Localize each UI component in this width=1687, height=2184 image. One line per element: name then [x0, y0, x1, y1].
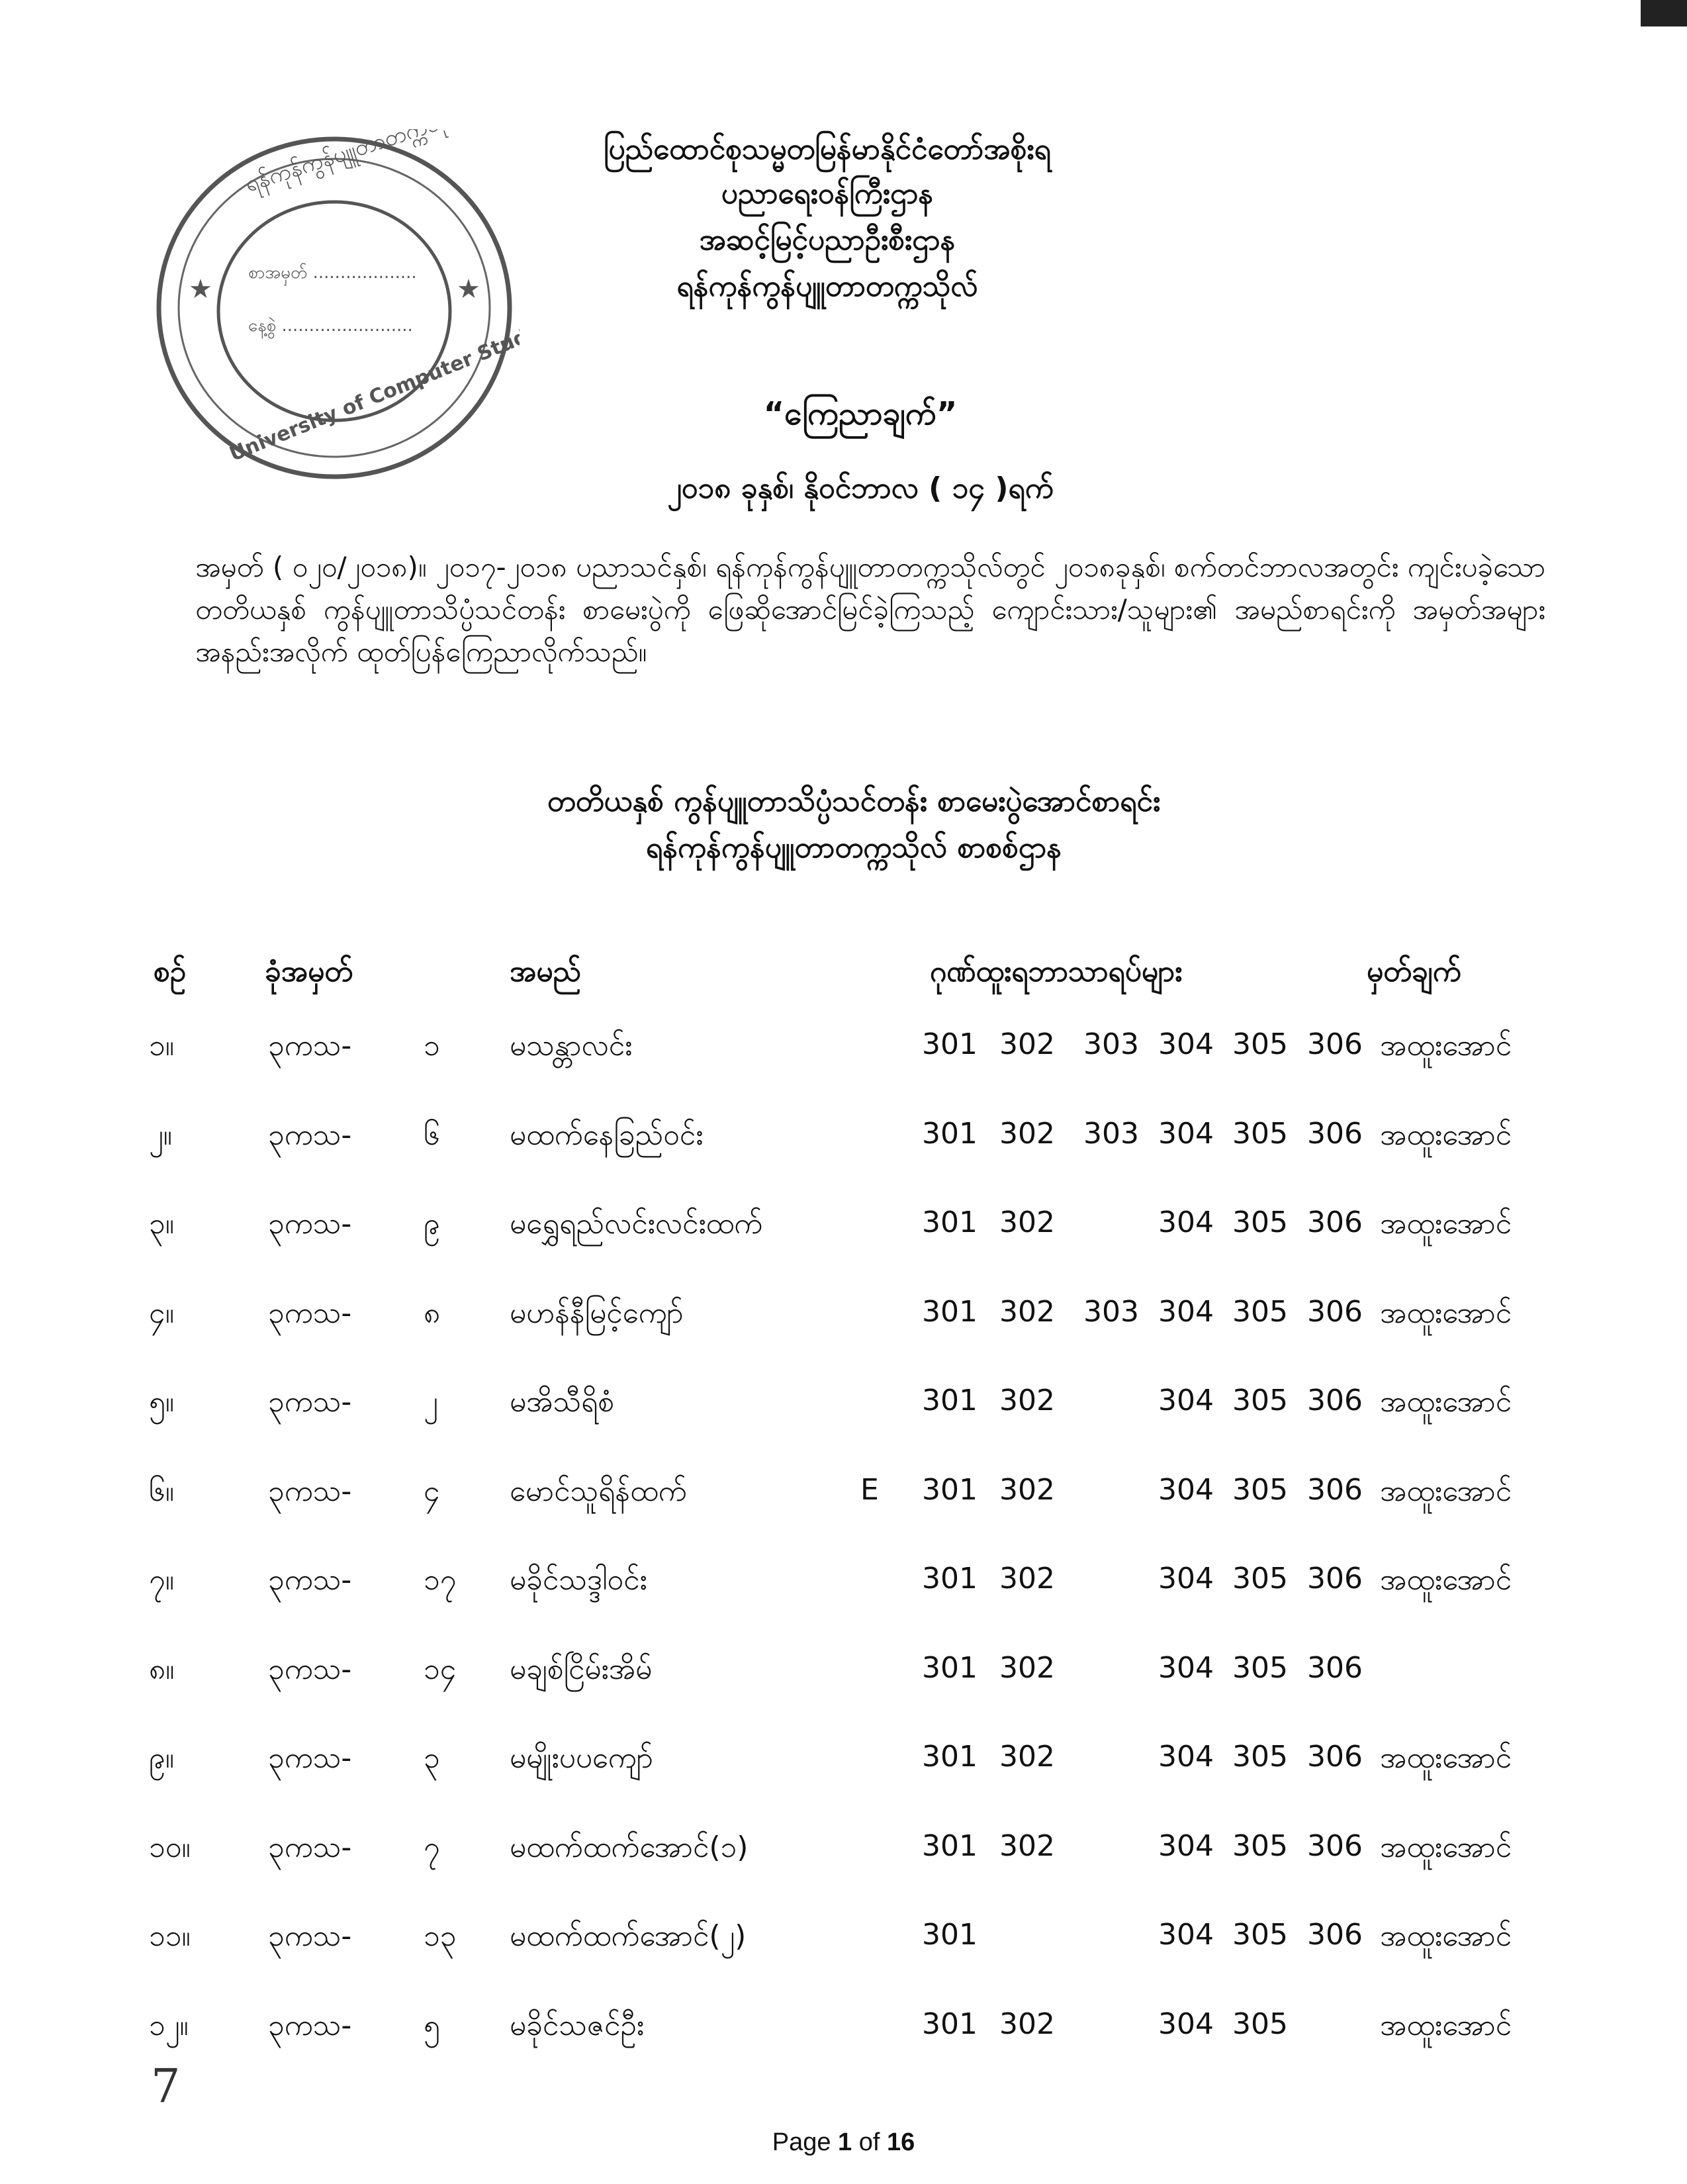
svg-text:University of Computer Studies: University of Computer Studies — [226, 312, 520, 467]
student-name: မထက်ထက်အောင်(၂) — [510, 1919, 747, 1953]
subject-302: 302 — [999, 1740, 1055, 1774]
subject-303: 303 — [1083, 1294, 1139, 1329]
row-remark: အထူးအောင် — [1380, 1117, 1512, 1152]
subject-304: 304 — [1158, 2007, 1214, 2041]
subject-304: 304 — [1158, 1918, 1214, 1952]
roll-number: ၉ — [424, 1207, 440, 1241]
list-title-line2: ရန်ကုန်ကွန်ပျူတာတက္ကသိုလ် စာစစ်ဌာန — [646, 831, 1062, 865]
subject-305: 305 — [1232, 1027, 1288, 1061]
row-number: ၅။ — [149, 1385, 175, 1419]
handwritten-mark: 7 — [151, 2059, 181, 2113]
subject-305: 305 — [1232, 2007, 1288, 2041]
roll-prefix: ၃ကသ- — [268, 2008, 352, 2042]
roll-number: ၆ — [424, 1117, 440, 1152]
row-number: ၇။ — [149, 1563, 175, 1597]
subject-305: 305 — [1232, 1918, 1288, 1952]
subject-306: 306 — [1307, 1650, 1363, 1685]
roll-number: ၄ — [424, 1474, 440, 1508]
student-name: မဟန်နီမြင့်ကျော် — [510, 1296, 684, 1330]
roll-prefix: ၃ကသ- — [268, 1117, 352, 1152]
row-code: E — [860, 1472, 879, 1507]
page-footer — [0, 2128, 1687, 2157]
subject-305: 305 — [1232, 1116, 1288, 1151]
gov-title: ပြည်ထောင်စုသမ္မတမြန်မာနိုင်ငံတော်အစိုးရ — [604, 132, 1051, 166]
roll-number: ၁၇ — [424, 1563, 457, 1597]
header-remark: မှတ်ချက် — [1367, 955, 1461, 988]
row-remark: အထူးအောင် — [1380, 2008, 1512, 2042]
row-number: ၉။ — [149, 1741, 175, 1775]
row-remark: အထူးအောင် — [1380, 1207, 1512, 1241]
subject-305: 305 — [1232, 1384, 1288, 1417]
subject-306: 306 — [1307, 1027, 1363, 1061]
subject-305: 305 — [1232, 1740, 1288, 1774]
subject-302: 302 — [999, 1294, 1055, 1329]
subject-302: 302 — [999, 1650, 1055, 1685]
subject-304: 304 — [1158, 1294, 1214, 1329]
roll-number: ၇ — [424, 1830, 440, 1864]
subject-301: 301 — [922, 1472, 978, 1507]
subject-301: 301 — [922, 2007, 978, 2041]
svg-text:ရန်ကုန်ကွန်ပျူတာတက္ကသိုလ်: ရန်ကုန်ကွန်ပျူတာတက္ကသိုလ် — [242, 129, 472, 198]
subject-306: 306 — [1307, 1116, 1363, 1151]
row-number: ၁။ — [149, 1029, 175, 1063]
subject-304: 304 — [1158, 1027, 1214, 1061]
notice-title: “ကြေညာချက်” — [763, 395, 958, 432]
subject-302: 302 — [999, 1562, 1055, 1595]
subject-301: 301 — [922, 1562, 978, 1595]
footer-middle: of — [852, 2128, 887, 2156]
row-remark: အထူးအောင် — [1380, 1474, 1512, 1508]
roll-prefix: ၃ကသ- — [268, 1919, 352, 1953]
row-remark: အထူးအောင် — [1380, 1029, 1512, 1063]
notice-date: ၂၀၁၈ ခုနှစ်၊ နိုဝင်ဘာလ ( ၁၄ )ရက် — [667, 471, 1054, 505]
roll-prefix: ၃ကသ- — [268, 1029, 352, 1063]
student-name: မချစ်ငြိမ်းအိမ် — [510, 1652, 653, 1686]
subject-302: 302 — [999, 1384, 1055, 1417]
row-number: ၆။ — [149, 1474, 175, 1508]
subject-301: 301 — [922, 1650, 978, 1685]
row-number: ၂။ — [149, 1117, 172, 1152]
subject-302: 302 — [999, 1116, 1055, 1151]
subject-304: 304 — [1158, 1206, 1214, 1239]
student-name: မထက်နေခြည်ဝင်း — [510, 1117, 704, 1152]
subject-304: 304 — [1158, 1650, 1214, 1685]
row-remark: အထူးအောင် — [1380, 1296, 1512, 1330]
subject-303: 303 — [1083, 1116, 1139, 1151]
student-name: မထက်ထက်အောင်(၁) — [510, 1830, 749, 1864]
roll-number: ၃ — [424, 1741, 440, 1775]
university-title: ရန်ကုန်ကွန်ပျူတာတက္ကသိုလ် — [676, 269, 978, 303]
header-no: စဥ် — [154, 955, 187, 988]
subject-302: 302 — [999, 2007, 1055, 2041]
subject-301: 301 — [922, 1206, 978, 1239]
student-name: မသန္တာလင်း — [510, 1029, 633, 1063]
svg-text:★: ★ — [457, 274, 480, 305]
row-remark: အထူးအောင် — [1380, 1385, 1512, 1419]
subject-305: 305 — [1232, 1562, 1288, 1595]
subject-302: 302 — [999, 1206, 1055, 1239]
subject-306: 306 — [1307, 1562, 1363, 1595]
row-number: ၈။ — [149, 1652, 175, 1686]
subject-306: 306 — [1307, 1384, 1363, 1417]
roll-prefix: ၃ကသ- — [268, 1830, 352, 1864]
row-number: ၁၁။ — [149, 1919, 191, 1953]
header-subjects: ဂုဏ်ထူးရဘာသာရပ်များ — [930, 955, 1183, 988]
subject-301: 301 — [922, 1384, 978, 1417]
subject-304: 304 — [1158, 1562, 1214, 1595]
row-remark: အထူးအောင် — [1380, 1830, 1512, 1864]
roll-prefix: ၃ကသ- — [268, 1741, 352, 1775]
row-number: ၃။ — [149, 1207, 175, 1241]
subject-303: 303 — [1083, 1027, 1139, 1061]
subject-301: 301 — [922, 1294, 978, 1329]
roll-number: ၂ — [424, 1385, 438, 1419]
row-number: ၁၂။ — [149, 2008, 189, 2042]
student-name: မအိသီရိစံ — [510, 1385, 615, 1419]
row-number: ၄။ — [149, 1296, 175, 1330]
subject-306: 306 — [1307, 1206, 1363, 1239]
subject-304: 304 — [1158, 1828, 1214, 1863]
subject-306: 306 — [1307, 1472, 1363, 1507]
roll-number: ၈ — [424, 1296, 441, 1330]
roll-prefix: ၃ကသ- — [268, 1563, 352, 1597]
student-name: မရွှေရည်လင်းလင်းထက် — [510, 1207, 763, 1241]
subject-305: 305 — [1232, 1828, 1288, 1863]
student-name: မမျိုးပပကျော် — [510, 1741, 653, 1775]
subject-302: 302 — [999, 1027, 1055, 1061]
row-remark: အထူးအောင် — [1380, 1741, 1512, 1775]
footer-prefix: Page — [772, 2128, 839, 2156]
subject-305: 305 — [1232, 1472, 1288, 1507]
svg-text:စာအမှတ် ...................: စာအမှတ် ................... — [248, 263, 417, 283]
ministry-title: ပညာရေးဝန်ကြီးဌာန — [721, 177, 934, 211]
subject-305: 305 — [1232, 1294, 1288, 1329]
student-name: မခိုင်သဒ္ဒါဝင်း — [510, 1563, 647, 1597]
row-remark: အထူးအောင် — [1380, 1919, 1512, 1953]
notice-paragraph: အမှတ် ( ၀၂၀/၂၀၁၈)။ ၂၀၁၇-၂၀၁၈ ပညာသင်နှစ်၊ ရန်ကုန်ကွန်ပျူတာတက္ကသိုလ်တွင် ၂၀၁၈ခုနှစ်၊ စက်တင်ဘာလအတွင်း ကျင်းပခဲ့သော တတိယနှစ် ကွန်ပျူတာသိပ္ပံသင်တန်း စာမေးပွဲကို ဖြေဆိုအောင်မြင်ခဲ့ကြသည့် ကျောင်းသား/သူများ၏ အမည်စာရင်းကို အမှတ်အများအနည်းအလိုက် ထုတ်ပြန်ကြေညာလိုက်သည်။ — [195, 551, 1545, 668]
roll-prefix: ၃ကသ- — [268, 1207, 352, 1241]
header-roll: ခုံအမှတ် — [265, 955, 353, 988]
subject-302: 302 — [999, 1828, 1055, 1863]
subject-301: 301 — [922, 1918, 978, 1952]
subject-301: 301 — [922, 1116, 978, 1151]
footer-page: 1 — [838, 2128, 852, 2156]
roll-number: ၁ — [424, 1029, 440, 1063]
subject-304: 304 — [1158, 1740, 1214, 1774]
roll-number: ၁၄ — [424, 1652, 457, 1686]
roll-number: ၁၃ — [424, 1919, 457, 1953]
list-title-line1: တတိယနှစ် ကွန်ပျူတာသိပ္ပံသင်တန်း စာမေးပွဲအောင်စာရင်း — [547, 784, 1161, 818]
roll-prefix: ၃ကသ- — [268, 1385, 352, 1419]
roll-prefix: ၃ကသ- — [268, 1652, 352, 1686]
subject-306: 306 — [1307, 1918, 1363, 1952]
row-remark: အထူးအောင် — [1380, 1563, 1512, 1597]
row-number: ၁၀။ — [149, 1830, 191, 1864]
footer-total: 16 — [886, 2128, 915, 2156]
subject-306: 306 — [1307, 1740, 1363, 1774]
subject-304: 304 — [1158, 1384, 1214, 1417]
subject-301: 301 — [922, 1740, 978, 1774]
subject-306: 306 — [1307, 1828, 1363, 1863]
subject-301: 301 — [922, 1027, 978, 1061]
roll-number: ၅ — [424, 2008, 440, 2042]
scan-edge-mark — [1641, 0, 1687, 26]
svg-text:★: ★ — [189, 274, 212, 305]
student-name: မခိုင်သဇင်ဦး — [510, 2008, 644, 2042]
subject-305: 305 — [1232, 1650, 1288, 1685]
roll-prefix: ၃ကသ- — [268, 1296, 352, 1330]
subject-301: 301 — [922, 1828, 978, 1863]
subject-304: 304 — [1158, 1472, 1214, 1507]
header-name: အမည် — [510, 955, 582, 988]
subject-306: 306 — [1307, 1294, 1363, 1329]
subject-302: 302 — [999, 1472, 1055, 1507]
student-name: မောင်သူရိန်ထက် — [510, 1474, 687, 1508]
roll-prefix: ၃ကသ- — [268, 1474, 352, 1508]
department-title: အဆင့်မြင့်ပညာဦးစီးဌာန — [699, 223, 956, 257]
subject-304: 304 — [1158, 1116, 1214, 1151]
subject-305: 305 — [1232, 1206, 1288, 1239]
svg-text:နေ့စွဲ .......................: နေ့စွဲ ........................ — [248, 316, 413, 336]
